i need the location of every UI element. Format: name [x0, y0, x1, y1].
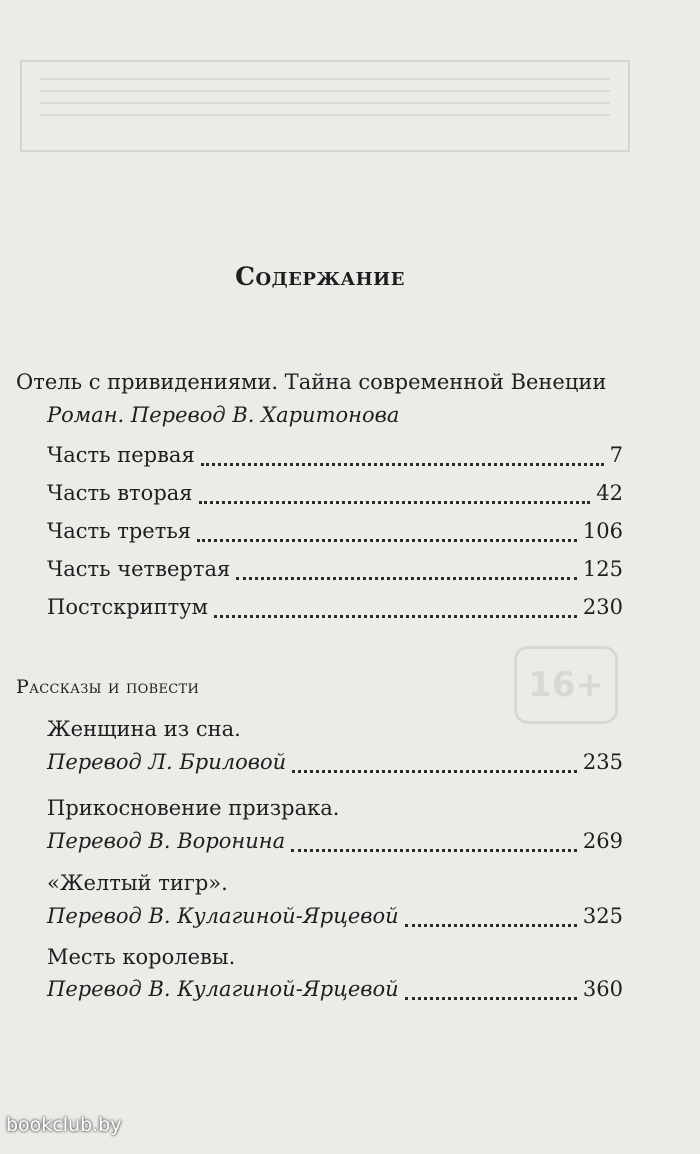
- toc-entry-page: 269: [582, 829, 623, 853]
- story-title: Месть королевы.: [47, 945, 236, 969]
- toc-entry-label: Часть первая: [47, 443, 195, 467]
- age-rating-badge: 16+: [514, 646, 618, 724]
- section-heading: Рассказы и повести: [16, 676, 200, 698]
- toc-entry-label: Часть вторая: [47, 481, 193, 505]
- novel-title: Отель с привидениями. Тайна современной Венеции: [16, 370, 607, 394]
- toc-entry[interactable]: [47, 977, 623, 1001]
- toc-entry-label: Часть четвертая: [47, 557, 231, 581]
- toc-entry[interactable]: [47, 750, 623, 774]
- leader-dots: [291, 835, 577, 852]
- toc-entry-page: 125: [582, 557, 623, 581]
- leader-dots: [292, 756, 577, 773]
- story-title: «Желтый тигр».: [47, 871, 228, 895]
- novel-subtitle: Роман. Перевод В. Харитонова: [47, 403, 400, 427]
- toc-entry-translator: Перевод В. Воронина: [47, 829, 286, 853]
- toc-entry-translator: Перевод В. Кулагиной-Ярцевой: [47, 977, 399, 1001]
- story-title: Прикосновение призрака.: [47, 796, 340, 820]
- leader-dots: [214, 601, 577, 618]
- site-watermark: bookclub.by: [6, 1114, 122, 1136]
- leader-dots: [199, 487, 591, 504]
- toc-entry-page: 325: [582, 904, 623, 928]
- toc-entry[interactable]: [47, 557, 623, 581]
- leader-dots: [405, 910, 577, 927]
- toc-entry[interactable]: [47, 481, 623, 505]
- toc-entry-page: 235: [582, 750, 623, 774]
- toc-entry-label: Постскриптум: [47, 595, 208, 619]
- toc-entry[interactable]: [47, 519, 623, 543]
- toc-entry-page: 42: [596, 481, 623, 505]
- toc-entry[interactable]: [47, 595, 623, 619]
- toc-entry-label: Часть третья: [47, 519, 192, 543]
- leader-dots: [201, 449, 604, 466]
- toc-entry-translator: Перевод В. Кулагиной-Ярцевой: [47, 904, 399, 928]
- toc-entry[interactable]: [47, 904, 623, 928]
- toc-entry-translator: Перевод Л. Бриловой: [47, 750, 287, 774]
- story-title: Женщина из сна.: [47, 717, 241, 741]
- leader-dots: [197, 525, 577, 542]
- toc-entry[interactable]: [47, 829, 623, 853]
- toc-entry-page: 360: [582, 977, 623, 1001]
- toc-entry[interactable]: [47, 443, 623, 467]
- toc-entry-page: 106: [582, 519, 623, 543]
- page-title: Содержание: [235, 262, 405, 291]
- leader-dots: [236, 563, 577, 580]
- leader-dots: [405, 983, 577, 1000]
- toc-entry-page: 230: [582, 595, 623, 619]
- toc-entry-page: 7: [609, 443, 623, 467]
- bleed-through-lines: [40, 78, 610, 126]
